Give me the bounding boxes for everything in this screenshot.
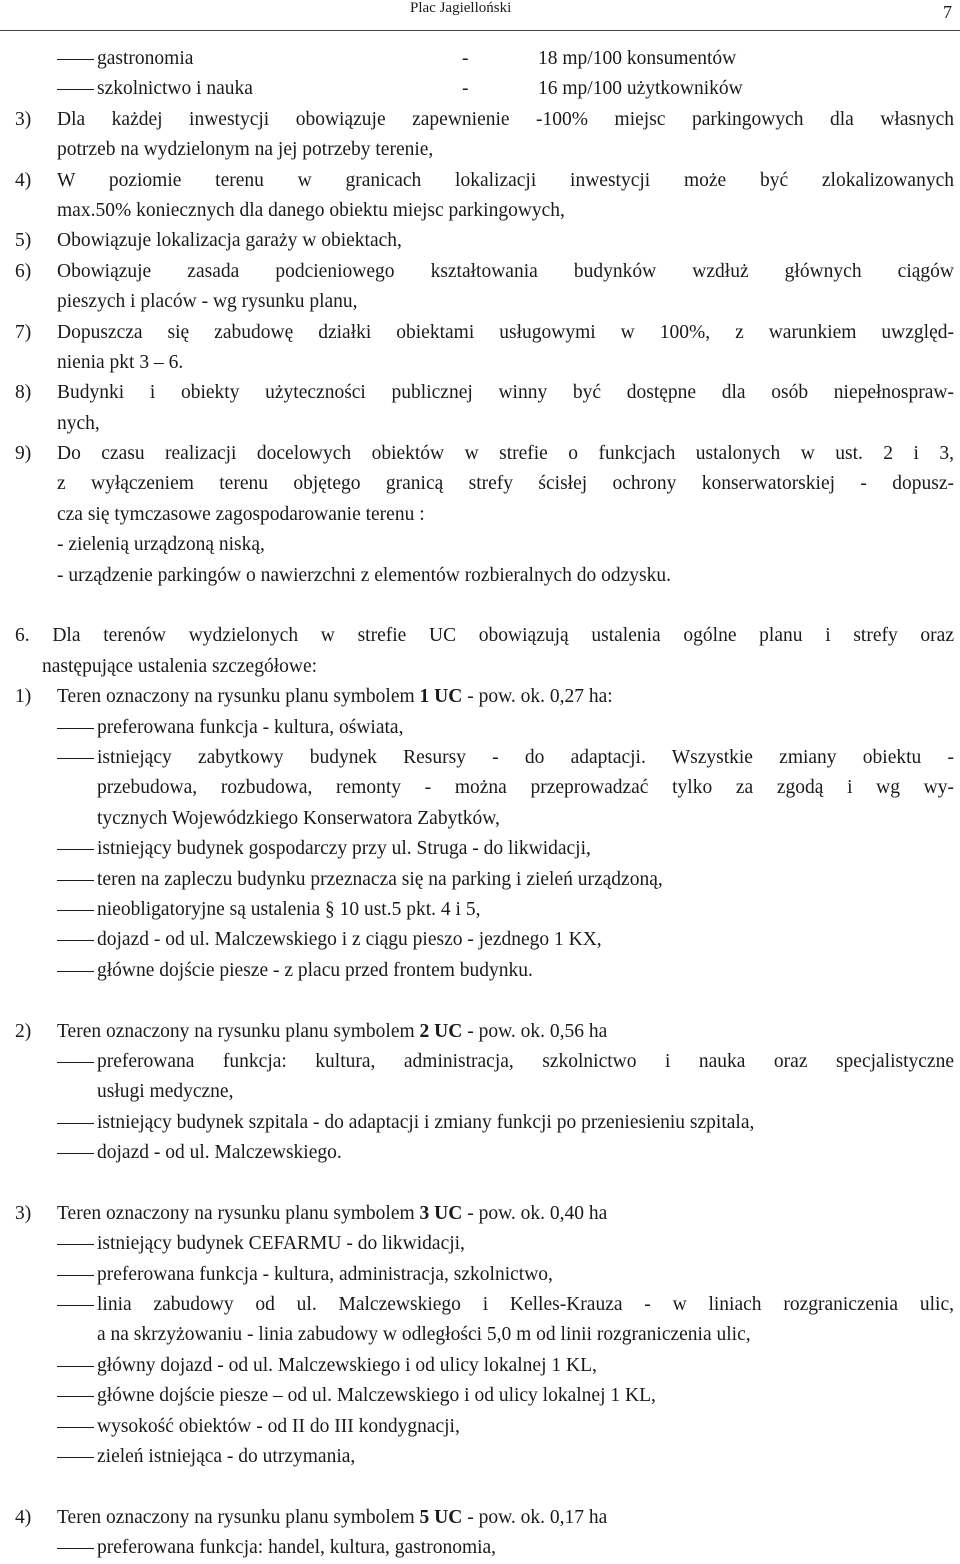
numbered-item [15, 226, 954, 256]
text-line [0, 1229, 960, 1259]
bullet-text: linia zabudowy od ul. Malczewskiego i Kelles-Krauza - w liniach rozgraniczenia ulic, [97, 1294, 954, 1316]
dash-marker [57, 971, 94, 972]
item-text: Do czasu realizacji docelowych obiektów w strefie o funkcjach ustalonych w ust. 2 i 3, [57, 443, 954, 465]
dash-marker [57, 1457, 94, 1458]
numbered-item [15, 378, 954, 408]
text-line [0, 682, 960, 712]
dash-marker [57, 59, 94, 60]
dash-marker [57, 1153, 94, 1154]
area-symbol: 2 UC [419, 1020, 463, 1042]
rate-separator: - [462, 78, 469, 100]
bullet-text: wysokość obiektów - od II do III kondygnacji, [97, 1415, 460, 1437]
text-line [0, 1320, 960, 1350]
item-text: W poziomie terenu w granicach lokalizacji inwestycji może być zlokalizowanych [57, 169, 954, 191]
item-number: 3) [15, 108, 32, 130]
text-line [0, 1442, 960, 1472]
bullet-text: istniejący zabytkowy budynek Resursy - do adaptacji. Wszystkie zmiany obiektu - [97, 746, 954, 768]
bullet-text: główne dojście piesze – od ul. Malczewskiego i od ulicy lokalnej 1 KL, [97, 1385, 656, 1407]
text-line [0, 257, 960, 287]
dash-marker [57, 1366, 94, 1367]
spacer [0, 591, 960, 621]
rate-value: 16 mp/100 użytkowników [538, 78, 743, 100]
section-heading: 6. Dla terenów wydzielonych w strefie UC obowiązują ustalenia ogólne planu i strefy oraz [15, 625, 954, 647]
rate-separator: - [462, 48, 469, 69]
bullet-text: dojazd - od ul. Malczewskiego i z ciągu pieszo - jezdnego 1 KX, [97, 929, 602, 951]
bullet-text: istniejący budynek gospodarczy przy ul. Struga - do likwidacji, [97, 838, 591, 860]
bullet-text: preferowana funkcja - kultura, oświata, [97, 716, 404, 738]
dash-marker [57, 89, 94, 90]
dash-marker [57, 849, 94, 850]
text-line [0, 956, 960, 986]
item-text: Dopuszcza się zabudowę działki obiektami usługowymi w 100%, z warunkiem uwzględ- [57, 321, 954, 343]
text-line [0, 834, 960, 864]
area-heading-tail: - pow. ok. 0,40 ha [462, 1202, 608, 1224]
bullet-text: zieleń istniejąca - do utrzymania, [97, 1445, 356, 1467]
list-text: - zielenią urządzoną niską, [57, 534, 265, 556]
dash-marker [57, 1548, 94, 1549]
text-line [0, 1290, 960, 1320]
text-line [0, 1381, 960, 1411]
text-line [0, 226, 960, 256]
dash-marker [57, 758, 94, 759]
dash-marker [57, 1123, 94, 1124]
text-line [0, 1138, 960, 1168]
bullet-text: dojazd - od ul. Malczewskiego. [97, 1142, 342, 1164]
rate-name: szkolnictwo i nauka [97, 78, 253, 100]
text-line: z wyłączeniem terenu objętego granicą strefy ścisłej ochrony konserwatorskiej - dopusz- [57, 473, 954, 495]
text-line [0, 1047, 960, 1077]
dash-marker [57, 1275, 94, 1276]
bullet-text: preferowana funkcja - kultura, administracja, szkolnictwo, [97, 1263, 553, 1285]
text-line [0, 865, 960, 895]
document-body [0, 44, 960, 1564]
text-line [0, 713, 960, 743]
rate-name: gastronomia [97, 48, 194, 69]
page-number: 7 [943, 2, 952, 22]
text-line: nienia pkt 3 – 6. [57, 351, 184, 373]
item-number: 8) [15, 382, 32, 404]
dash-marker [57, 728, 94, 729]
area-heading: Teren oznaczony na rysunku planu symbolem [57, 686, 420, 708]
text-line [0, 378, 960, 408]
bullet-text: istniejący budynek CEFARMU - do likwidacji, [97, 1233, 465, 1255]
area-symbol: 3 UC [419, 1202, 463, 1224]
text-line [0, 1017, 960, 1047]
text-line [0, 166, 960, 196]
text-line [0, 1503, 960, 1533]
item-number: 9) [15, 443, 32, 465]
text-line [0, 1533, 960, 1563]
rate-value: 18 mp/100 konsumentów [538, 48, 737, 69]
numbered-item [15, 105, 954, 135]
dash-marker [57, 1305, 94, 1306]
text-line [0, 561, 960, 591]
text-line: potrzeb na wydzielonym na jej potrzeby terenie, [57, 139, 434, 161]
dash-marker [57, 1244, 94, 1245]
text-line [0, 895, 960, 925]
text-line [0, 652, 960, 682]
text-line [0, 621, 960, 651]
text-line [0, 1199, 960, 1229]
spacer [0, 1472, 960, 1502]
item-text: Obowiązuje lokalizacja garaży w obiektach, [57, 230, 402, 252]
bullet-text: usługi medyczne, [97, 1081, 234, 1103]
item-text: Obowiązuje zasada podcieniowego kształtowania budynków wzdłuż głównych ciągów [57, 260, 954, 282]
text-line [0, 925, 960, 955]
text-line: cza się tymczasowe zagospodarowanie terenu : [57, 503, 425, 525]
area-heading: Teren oznaczony na rysunku planu symbolem [57, 1020, 420, 1042]
text-line [0, 1412, 960, 1442]
area-number: 2) [15, 1020, 32, 1042]
bullet-text: istniejący budynek szpitala - do adaptacji i zmiany funkcji po przeniesieniu szpitala, [97, 1111, 755, 1133]
numbered-item [15, 257, 954, 287]
area-number: 3) [15, 1202, 32, 1224]
text-line: nych, [57, 412, 100, 434]
dash-marker [57, 910, 94, 911]
area-number: 4) [15, 1506, 32, 1528]
item-text: Budynki i obiekty użyteczności publicznej winny być dostępne dla osób niepełnospraw- [57, 382, 954, 404]
bullet-text: główny dojazd - od ul. Malczewskiego i od ulicy lokalnej 1 KL, [97, 1354, 597, 1376]
area-heading: Teren oznaczony na rysunku planu symbolem [57, 1202, 420, 1224]
text-line [0, 44, 960, 74]
numbered-item [15, 318, 954, 348]
area-heading: Teren oznaczony na rysunku planu symbolem [57, 1506, 420, 1528]
dash-marker [57, 1427, 94, 1428]
dash-marker [57, 940, 94, 941]
page-header [0, 0, 960, 31]
text-line [0, 439, 960, 469]
text-line [0, 1351, 960, 1381]
text-line [0, 318, 960, 348]
bullet-text: przebudowa, rozbudowa, remonty - można przeprowadzać tylko za zgodą i wg wy- [97, 777, 954, 799]
text-line [0, 1260, 960, 1290]
text-line [0, 530, 960, 560]
bullet-text: główne dojście piesze - z placu przed frontem budynku. [97, 959, 533, 981]
item-text: Dla każdej inwestycji obowiązuje zapewnienie -100% miejsc parkingowych dla własnych [57, 108, 954, 130]
item-number: 6) [15, 260, 32, 282]
area-heading-tail: - pow. ok. 0,17 ha [462, 1506, 608, 1528]
area-heading-tail: - pow. ok. 0,56 ha [462, 1020, 608, 1042]
spacer [0, 1168, 960, 1198]
bullet-text: tycznych Wojewódzkiego Konserwatora Zabytków, [97, 807, 500, 829]
area-symbol: 1 UC [419, 686, 463, 708]
bullet-text: a na skrzyżowaniu - linia zabudowy w odległości 5,0 m od linii rozgraniczenia ulic, [97, 1324, 751, 1346]
bullet-text: nieobligatoryjne są ustalenia § 10 ust.5 pkt. 4 i 5, [97, 898, 481, 920]
section-heading-cont: następujące ustalenia szczegółowe: [42, 655, 318, 677]
numbered-item [15, 166, 954, 196]
list-text: - urządzenie parkingów o nawierzchni z elementów rozbieralnych do odzysku. [57, 564, 672, 586]
item-number: 7) [15, 321, 32, 343]
text-line: pieszych i placów - wg rysunku planu, [57, 291, 358, 313]
bullet-text: preferowana funkcja: handel, kultura, gastronomia, [97, 1537, 497, 1559]
text-line [0, 804, 960, 834]
text-line [0, 743, 960, 773]
text-line [0, 105, 960, 135]
dash-marker [57, 880, 94, 881]
text-line [0, 1108, 960, 1138]
header-title: Plac Jagielloński [410, 0, 512, 16]
text-line [0, 773, 960, 803]
text-line: max.50% koniecznych dla danego obiektu miejsc parkingowych, [57, 199, 565, 221]
item-number: 4) [15, 169, 32, 191]
text-line [0, 1077, 960, 1107]
area-number: 1) [15, 686, 32, 708]
dash-marker [57, 1062, 94, 1063]
dash-marker [57, 1396, 94, 1397]
spacer [0, 986, 960, 1016]
area-heading-tail: - pow. ok. 0,27 ha: [462, 686, 613, 708]
area-symbol: 5 UC [419, 1506, 463, 1528]
item-number: 5) [15, 230, 32, 252]
bullet-text: preferowana funkcja: kultura, administracja, szkolnictwo i nauka oraz specjalistyczne [97, 1050, 954, 1072]
bullet-text: teren na zapleczu budynku przeznacza się na parking i zieleń urządzoną, [97, 868, 663, 890]
numbered-item [15, 439, 954, 469]
text-line [0, 74, 960, 104]
